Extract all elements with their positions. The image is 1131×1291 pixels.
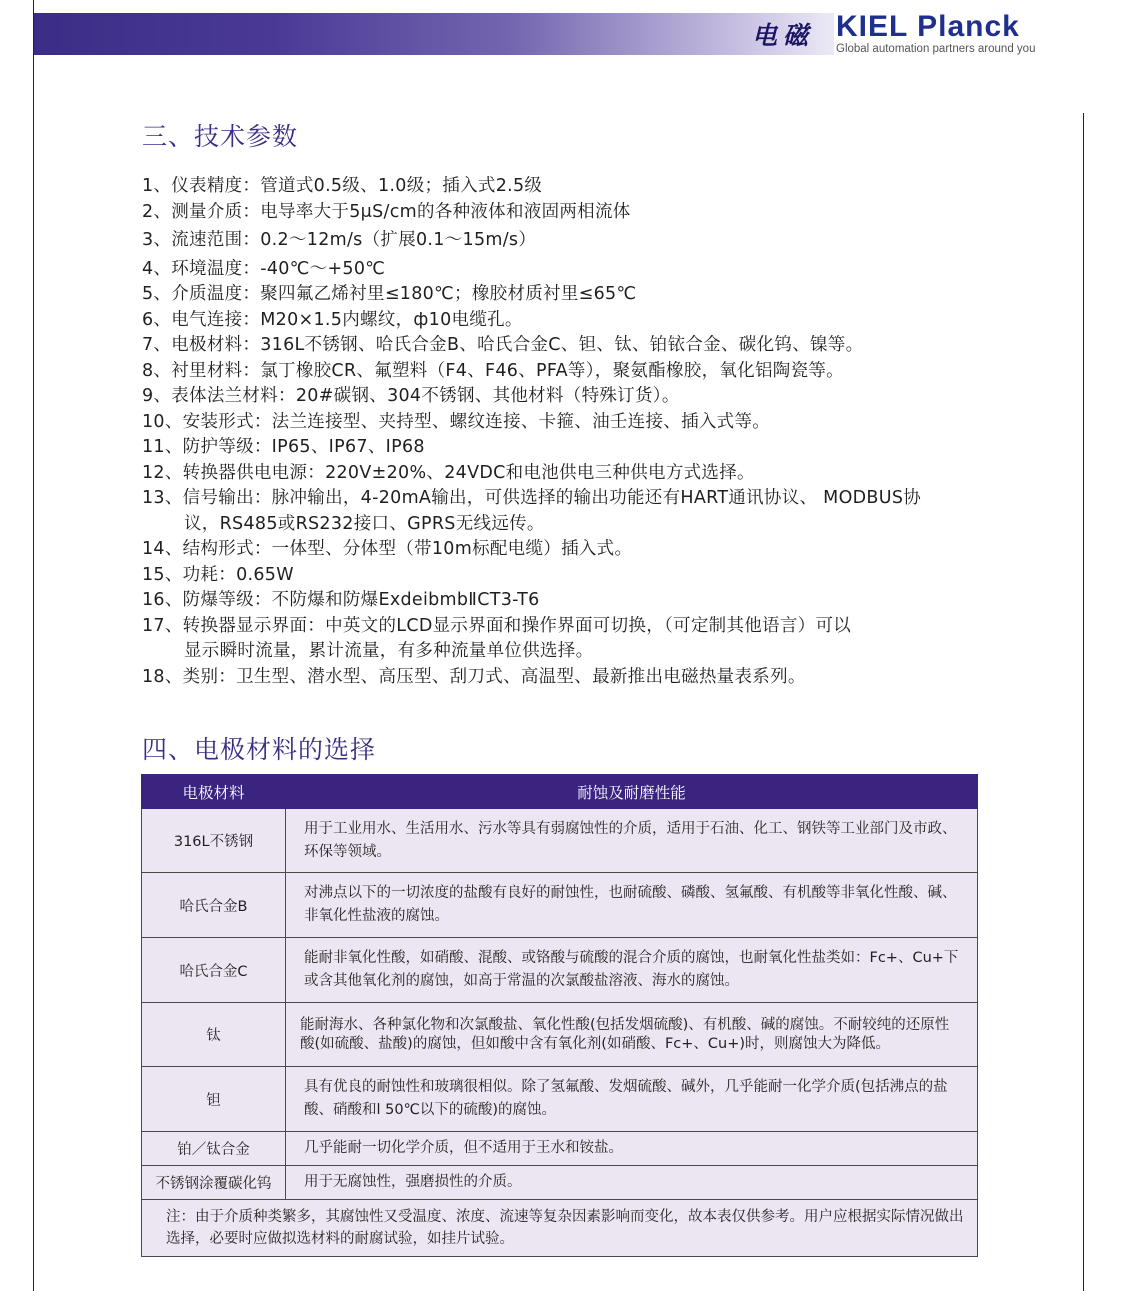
table-note: 注：由于介质种类繁多，其腐蚀性又受温度、浓度、流速等复杂因素影响而变化，故本表仅供参考。用户应根据实际情况做出选择，必要时应做拟选材料的耐腐试验，如挂片试验。 bbox=[142, 1200, 978, 1257]
spec-item: 14、结构形式：一体型、分体型（带10m标配电缆）插入式。 bbox=[142, 539, 633, 559]
performance-cell: 用于无腐蚀性，强磨损性的介质。 bbox=[286, 1166, 978, 1200]
table-row bbox=[142, 1003, 978, 1067]
material-cell: 钽 bbox=[142, 1067, 286, 1132]
electrode-material-table bbox=[141, 774, 978, 1257]
material-cell: 铂／钛合金 bbox=[142, 1132, 286, 1166]
section-title-tech-params: 三、技术参数 bbox=[142, 122, 299, 151]
table-row bbox=[142, 873, 978, 938]
spec-item: 15、功耗：0.65W bbox=[142, 564, 294, 585]
spec-item: 8、衬里材料：氯丁橡胶CR、氟塑料（F4、F46、PFA等），聚氨酯橡胶，氧化铝陶瓷等。 bbox=[142, 360, 844, 381]
material-cell: 哈氏合金C bbox=[142, 938, 286, 1003]
performance-cell: 对沸点以下的一切浓度的盐酸有良好的耐蚀性，也耐硫酸、磷酸、氢氟酸、有机酸等非氧化性酸、碱、非氧化性盐液的腐蚀。 bbox=[286, 873, 978, 938]
brand-chinese-mark: 电磁 bbox=[752, 21, 815, 50]
brand-name: KIEL Planck bbox=[836, 10, 1020, 43]
performance-cell: 几乎能耐一切化学介质，但不适用于王水和铵盐。 bbox=[286, 1132, 978, 1166]
table-note-row bbox=[142, 1200, 978, 1257]
page-left-edge-line bbox=[33, 0, 34, 1291]
spec-item: 10、安装形式：法兰连接型、夹持型、螺纹连接、卡箍、油壬连接、插入式等。 bbox=[142, 411, 771, 432]
performance-cell: 能耐非氧化性酸，如硝酸、混酸、或铬酸与硫酸的混合介质的腐蚀，也耐氧化性盐类如：Fc+、Cu+下或含其他氧化剂的腐蚀，如高于常温的次氯酸盐溶液、海水的腐蚀。 bbox=[286, 938, 978, 1003]
spec-item-continuation: 显示瞬时流量，累计流量，有多种流量单位供选择。 bbox=[184, 641, 594, 661]
column-header-material: 电极材料 bbox=[142, 775, 286, 809]
spec-item: 1、仪表精度：管道式0.5级、1.0级；插入式2.5级 bbox=[142, 176, 543, 196]
spec-item: 18、类别：卫生型、潜水型、高压型、刮刀式、高温型、最新推出电磁热量表系列。 bbox=[142, 666, 806, 687]
spec-item: 7、电极材料：316L不锈钢、哈氏合金B、哈氏合金C、钽、钛、铂铱合金、碳化钨、镍等。 bbox=[142, 335, 864, 355]
spec-item: 9、表体法兰材料：20#碳钢、304不锈钢、其他材料（特殊订货）。 bbox=[142, 386, 680, 406]
brand-tagline: Global automation partners around you bbox=[836, 43, 1036, 55]
spec-item: 13、信号输出：脉冲输出，4-20mA输出，可供选择的输出功能还有HART通讯协议、 MODBUS协 bbox=[142, 488, 922, 508]
material-cell: 哈氏合金B bbox=[142, 873, 286, 938]
spec-item: 2、测量介质：电导率大于5μS/cm的各种液体和液固两相流体 bbox=[142, 201, 631, 222]
material-cell: 钛 bbox=[142, 1003, 286, 1067]
spec-item: 6、电气连接：M20×1.5内螺纹，ф10电缆孔。 bbox=[142, 309, 523, 330]
spec-item: 11、防护等级：IP65、IP67、IP68 bbox=[142, 437, 425, 457]
material-cell: 316L不锈钢 bbox=[142, 809, 286, 873]
table-row bbox=[142, 938, 978, 1003]
column-header-performance: 耐蚀及耐磨性能 bbox=[286, 775, 978, 809]
performance-cell: 能耐海水、各种氯化物和次氯酸盐、氧化性酸(包括发烟硫酸)、有机酸、碱的腐蚀。不耐较纯的还原性酸(如硫酸、盐酸)的腐蚀，但如酸中含有氧化剂(如硝酸、Fc+、Cu+)时，则腐蚀大为降低。 bbox=[286, 1003, 978, 1067]
table-row bbox=[142, 1166, 978, 1200]
header-gradient-bar bbox=[34, 13, 834, 55]
table-header-row bbox=[142, 775, 978, 809]
spec-item: 3、流速范围：0.2～12m/s（扩展0.1～15m/s） bbox=[142, 230, 537, 250]
spec-item: 17、转换器显示界面：中英文的LCD显示界面和操作界面可切换，（可定制其他语言）可以 bbox=[142, 615, 852, 636]
page-right-edge-line bbox=[1083, 113, 1084, 1291]
table-row bbox=[142, 809, 978, 873]
spec-list bbox=[142, 174, 972, 690]
spec-item: 5、介质温度：聚四氟乙烯衬里≤180℃；橡胶材质衬里≤65℃ bbox=[142, 284, 637, 304]
section-title-electrode-selection: 四、电极材料的选择 bbox=[142, 735, 377, 764]
performance-cell: 用于工业用水、生活用水、污水等具有弱腐蚀性的介质，适用于石油、化工、钢铁等工业部门及市政、环保等领域。 bbox=[286, 809, 978, 873]
spec-item: 12、转换器供电电源：220V±20%、24VDC和电池供电三种供电方式选择。 bbox=[142, 462, 755, 483]
performance-cell: 具有优良的耐蚀性和玻璃很相似。除了氢氟酸、发烟硫酸、碱外，几乎能耐一化学介质(包括沸点的盐酸、硝酸和l 50℃以下的硫酸)的腐蚀。 bbox=[286, 1067, 978, 1132]
spec-item: 4、环境温度：-40℃～+50℃ bbox=[142, 258, 386, 279]
spec-item: 16、防爆等级：不防爆和防爆ExdeibmbⅡCT3-T6 bbox=[142, 590, 540, 610]
spec-item-continuation: 议，RS485或RS232接口、GPRS无线远传。 bbox=[184, 513, 545, 534]
table-row bbox=[142, 1067, 978, 1132]
material-cell: 不锈钢涂覆碳化钨 bbox=[142, 1166, 286, 1200]
table-row bbox=[142, 1132, 978, 1166]
